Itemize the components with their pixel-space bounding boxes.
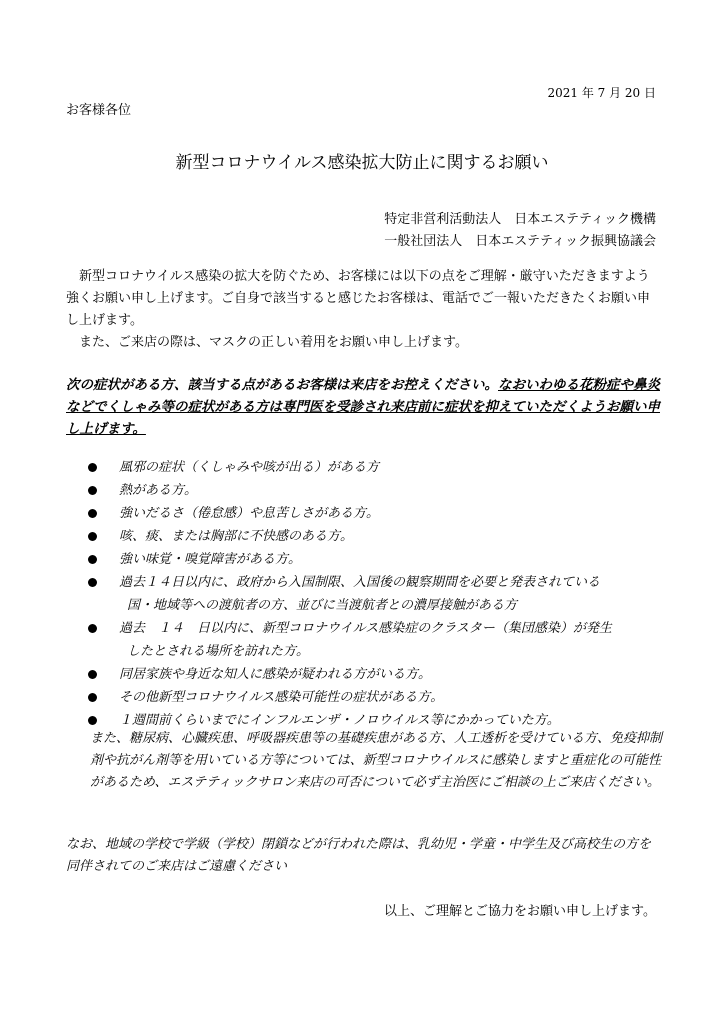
bullet-icon (88, 532, 97, 541)
school-closure-note: なお、地域の学校で学級（学校）閉鎖などが行われた際は、乳幼児・学童・中学生及び高校生の方を同伴されてのご来店はご遠慮ください (66, 837, 652, 874)
bullet-icon (88, 555, 97, 564)
bullet-icon (88, 486, 97, 495)
intro-line-2: また、ご来店の際は、マスクの正しい着用をお願い申し上げます。 (66, 335, 468, 350)
list-item: その他新型コロナウイルス感染可能性の症状がある方。 (88, 686, 666, 709)
bullet-icon (88, 463, 97, 472)
list-item: 風邪の症状（くしゃみや咳が出る）がある方 (88, 456, 666, 479)
notice-underlined-text: なおいわゆる花粉症や鼻炎などでくしゃみ等の症状がある方は専門医を受診され来店前に症状を抑えていただくようお願い申し上げます。 (66, 377, 660, 437)
bullet-icon (88, 578, 97, 587)
document-date: 2021 年 7 月 20 日 (547, 86, 656, 100)
organization-1: 特定非営利活動法人 日本エステティック機構 (384, 212, 656, 227)
list-item: 同居家族や身近な知人に感染が疑われる方がいる方。 (88, 663, 666, 686)
symptom-list (88, 456, 666, 732)
intro-line-1: 新型コロナウイルス感染の拡大を防ぐため、お客様には以下の点をご理解・厳守いただきますよう強くお願い申し上げます。ご自身で該当すると感じたお客様は、電話でご一報いただきたくお願い申し上げます。 (66, 269, 650, 328)
list-item: 過去１４日以内に、政府から入国制限、入国後の観察期間を必要と発表されている 国・地域等への渡航者の方、並びに当渡航者との濃厚接触がある方 (88, 571, 666, 617)
notice-text: 次の症状がある方、該当する点があるお客様は来店をお控えください。 (66, 377, 498, 393)
list-item: 強いだるさ（倦怠感）や息苦しさがある方。 (88, 502, 666, 525)
organization-2: 一般社団法人 日本エステティック振興協議会 (384, 234, 656, 249)
list-item: 過去 １４ 日以内に、新型コロナウイルス感染症のクラスター（集団感染）が発生 したとされる場所を訪れた方。 (88, 617, 666, 663)
chronic-condition-note: また、糖尿病、心臓疾患、呼吸器疾患等の基礎疾患がある方、人工透析を受けている方、免疫抑制剤や抗がん剤等を用いている方等については、新型コロナウイルスに感染しますと重症化の可能性があるため、エステティックサロン来店の可否について必ず主治医にご相談の上ご来店ください。 (90, 731, 663, 790)
bullet-icon (88, 670, 97, 679)
bullet-icon (88, 624, 97, 633)
addressee: お客様各位 (66, 103, 132, 118)
notice-paragraph (66, 374, 662, 440)
bullet-icon (88, 509, 97, 518)
bullet-icon (88, 716, 97, 725)
list-item: 強い味覚・嗅覚障害がある方。 (88, 548, 666, 571)
list-item: １週間前くらいまでにインフルエンザ・ノロウイルス等にかかっていた方。 (88, 709, 666, 732)
document-title: 新型コロナウイルス感染拡大防止に関するお願い (175, 153, 549, 173)
list-item: 熱がある方。 (88, 479, 666, 502)
intro-paragraph (66, 266, 662, 354)
list-item: 咳、痰、または胸部に不快感のある方。 (88, 525, 666, 548)
closing-text: 以上、ご理解とご協力をお願い申し上げます。 (384, 904, 656, 919)
bullet-icon (88, 693, 97, 702)
